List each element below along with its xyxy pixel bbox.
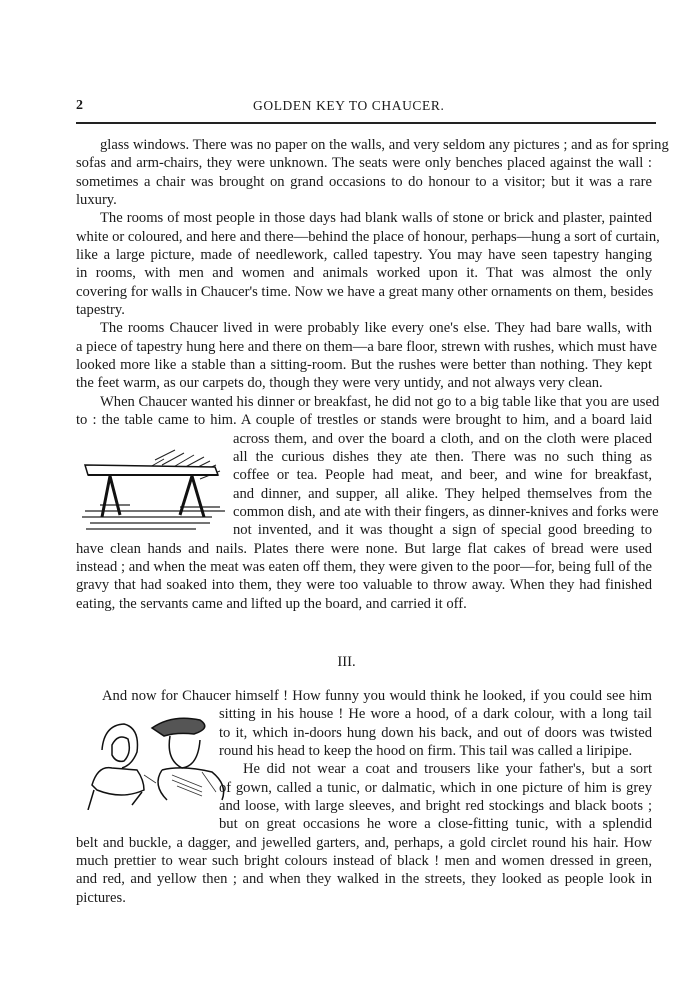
text-line: pictures. <box>76 889 126 906</box>
paragraph <box>76 687 652 705</box>
text-line: The rooms of most people in those days had blank walls of stone or brick and plaster, painted <box>100 210 652 227</box>
paragraph <box>76 319 657 392</box>
text-line: tapestry. <box>76 302 125 319</box>
text-line: glass windows. There was no paper on the walls, and very seldom any pictures ; and as for spring <box>100 137 669 153</box>
text-line: white or coloured, and here and there—behind the place of honour, perhaps—hung a sort of curtain, <box>76 228 660 245</box>
paragraph <box>76 834 652 907</box>
text-line: not invented, and it was thought a sign of special good breeding to <box>233 522 652 539</box>
header-rule <box>76 122 656 124</box>
text-line: but on great occasions he wore a close-fitting tunic, with a splendid <box>219 816 652 833</box>
paragraph-1 <box>76 136 669 613</box>
text-line: all the curious dishes they ate then. There was no such thing as <box>233 448 652 465</box>
text-line: instead ; and when the meat was eaten off them, they were given to the poor—for, being full of the <box>76 558 652 575</box>
text-line: of gown, called a tunic, or dalmatic, which in one picture of him is grey <box>219 779 652 796</box>
text-line: And now for Chaucer himself ! How funny you would think he looked, if you could see him <box>102 688 652 704</box>
text-line: luxury. <box>76 192 117 209</box>
text-line: and loose, with large sleeves, and bright red stockings and black boots ; <box>219 798 652 815</box>
page-number: 2 <box>76 98 83 113</box>
paragraph <box>76 540 652 613</box>
text-line: in rooms, with men and women and animals worked upon it. That was almost the only <box>76 265 652 282</box>
two-figures-illustration <box>82 710 232 810</box>
text-line: belt and buckle, a dagger, and jewelled garters, and, perhaps, a gold circlet round his hair. How <box>76 834 652 851</box>
text-line: across them, and over the board a cloth, and on the cloth were placed <box>233 430 652 447</box>
text-line: like a large picture, made of needlework, called tapestry. You may have seen tapestry hanging <box>76 247 652 264</box>
paragraph <box>76 136 669 209</box>
text-line: looked more like a stable than a sitting-room. But the rushes were better than nothing. They kept <box>76 357 652 374</box>
paragraph <box>76 209 660 319</box>
text-line: round his head to keep the hood on firm. This tail was called a liripipe. <box>219 743 633 760</box>
text-line: gravy that had soaked into them, they were too valuable to throw away. When they had finished <box>76 577 652 594</box>
text-line: He did not wear a coat and trousers like your father's, but a sort <box>243 761 652 778</box>
text-line: covering for walls in Chaucer's time. Now we have a great many other ornaments on them, besides <box>76 283 654 300</box>
paragraph <box>76 393 660 430</box>
text-line: sitting in his house ! He wore a hood, of a dark colour, with a long tail <box>219 706 652 723</box>
text-line: sometimes a chair was brought on grand occasions to do honour to a visitor; but it was a rare <box>76 173 652 190</box>
text-line: have clean hands and nails. Plates there were none. But large flat cakes of bread were used <box>76 540 652 557</box>
trestle-table-illustration <box>80 445 230 535</box>
text-line: the feet warm, as our carpets do, though they were very untidy, and not always very clean. <box>76 375 603 392</box>
text-line: to it, which in-doors hung down his back, and out of doors was twisted <box>219 724 652 741</box>
text-line: and red, and yellow then ; and when they walked in the streets, they looked as people look in <box>76 871 652 888</box>
text-line: a piece of tapestry hung here and there on them—a bare floor, strewn with rushes, which must have <box>76 338 657 355</box>
text-line: to : the table came to him. A couple of trestles or stands were brought to him, and a board laid <box>76 412 652 429</box>
text-line: coffee or tea. People had meat, and beer, and wine for breakfast, <box>233 467 652 484</box>
text-line: sofas and arm-chairs, they were unknown. The seats were only benches placed against the wall : <box>76 155 652 172</box>
text-line: eating, the servants came and lifted up the board, and carried it off. <box>76 595 467 612</box>
section-heading: III. <box>337 654 356 670</box>
text-line: and dinner, and supper, all alike. They helped themselves from the <box>233 485 652 502</box>
text-line: When Chaucer wanted his dinner or breakfast, he did not go to a big table like that you are used <box>100 393 660 410</box>
text-line: common dish, and ate with their fingers, as dinner-knives and forks were <box>233 503 659 520</box>
text-line: much prettier to wear such bright colours instead of black ! men and women dressed in green, <box>76 853 652 870</box>
running-title: GOLDEN KEY TO CHAUCER. <box>253 98 445 113</box>
text-line: The rooms Chaucer lived in were probably like every one's else. They had bare walls, with <box>100 320 652 337</box>
